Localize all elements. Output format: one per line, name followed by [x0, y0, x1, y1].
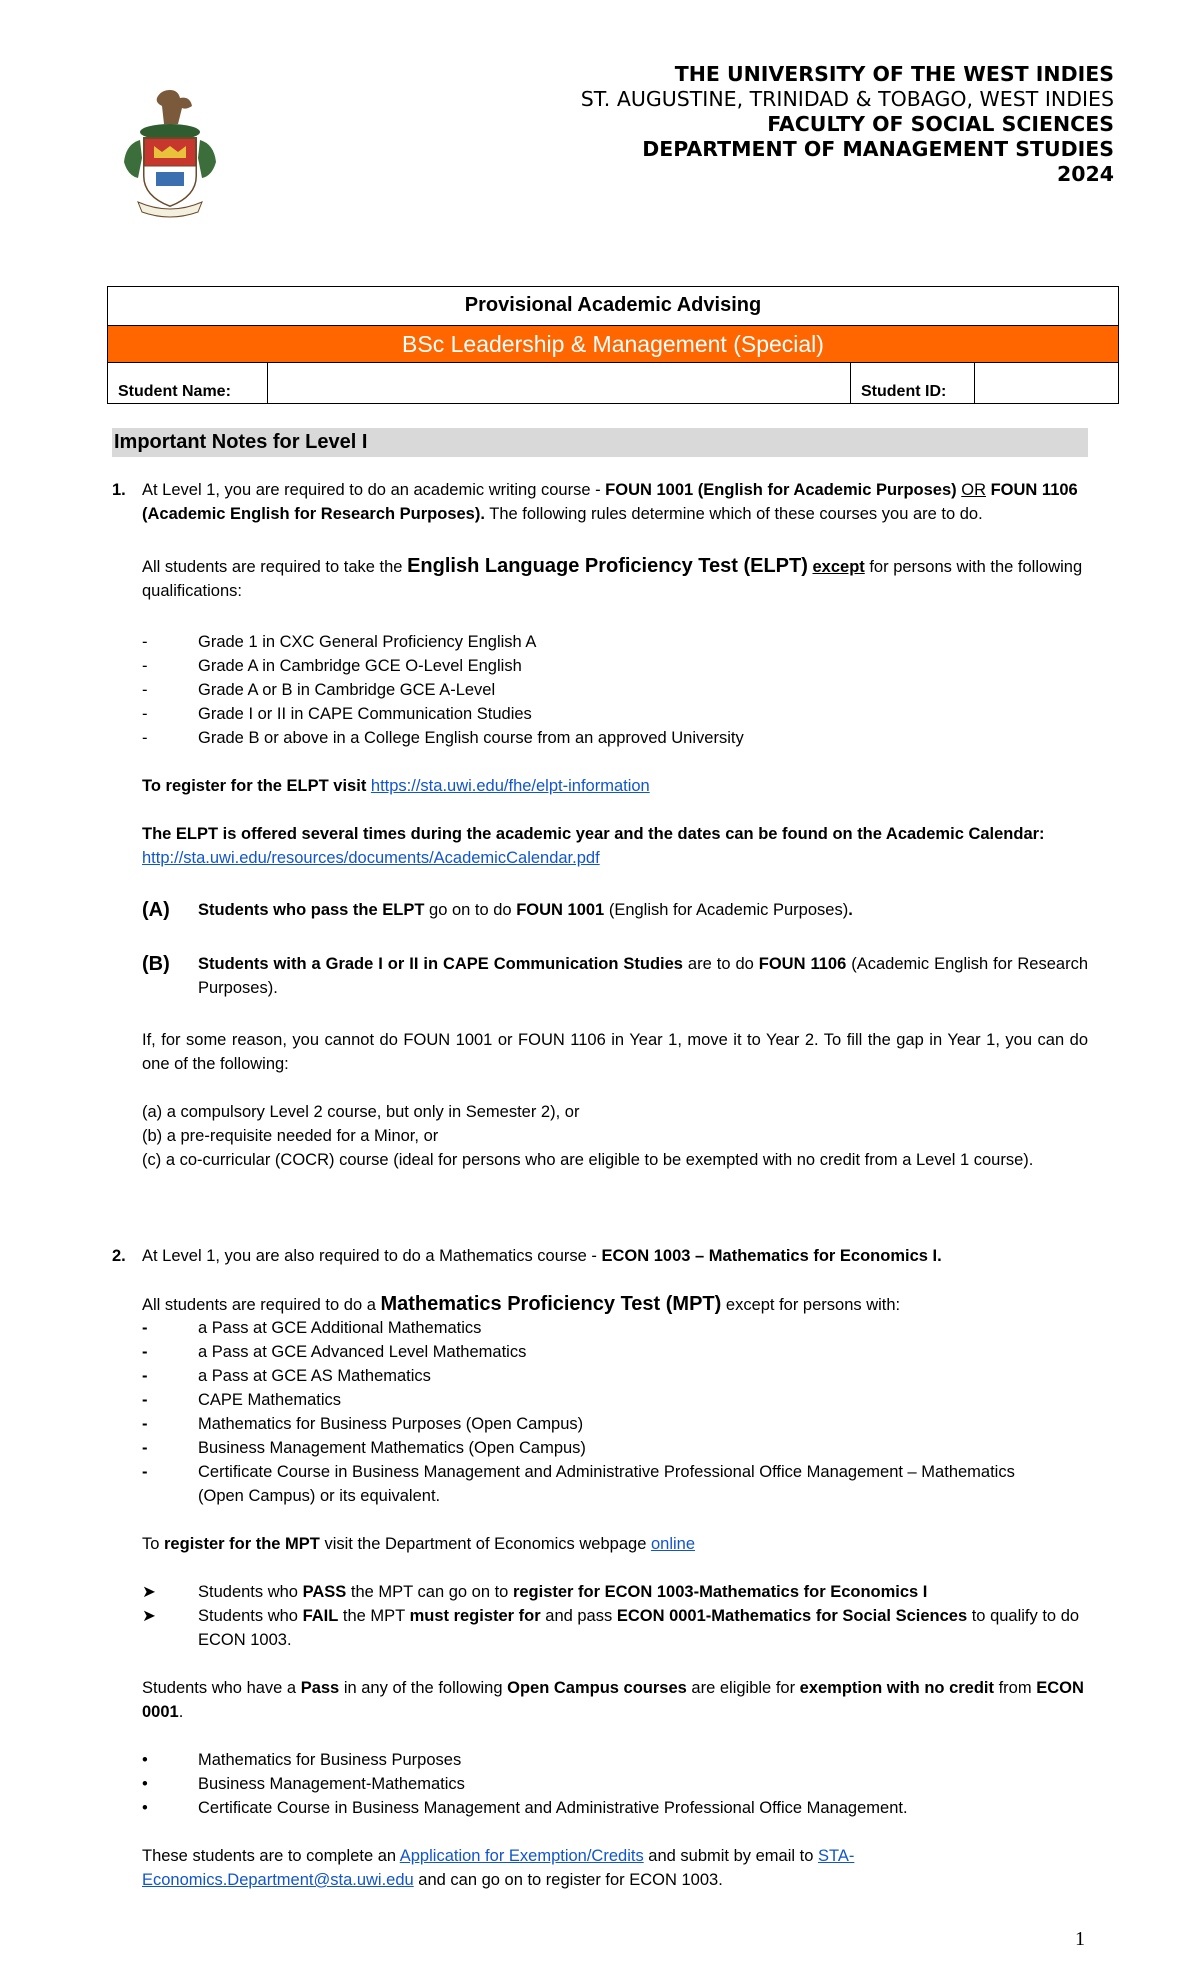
label-a: (A): [142, 899, 170, 921]
text: OR: [961, 481, 986, 499]
student-info-row: [108, 363, 1118, 403]
text: Students with a Grade I or II in CAPE Communication Studies: [198, 955, 683, 973]
arrow-bullet-icon: ➤: [142, 1607, 156, 1625]
bullet-icon: •: [142, 1775, 148, 1793]
section-1-intro: [142, 478, 1088, 526]
text: FOUN 1001: [516, 901, 605, 919]
notes-heading: Important Notes for Level I: [112, 428, 1088, 457]
bullet-icon: •: [142, 1751, 148, 1769]
list-dash: -: [142, 681, 148, 699]
option-a-text: [198, 898, 1088, 922]
text: FOUN 1106: [758, 955, 847, 973]
text: These students are to complete an: [142, 1847, 400, 1865]
faculty-name: FACULTY OF SOCIAL SCIENCES: [767, 112, 1114, 136]
list-dash: -: [142, 1343, 148, 1361]
qualification-item: Grade A or B in Cambridge GCE A-Level: [198, 681, 496, 699]
open-campus-course: Certificate Course in Business Management and Administrative Professional Office Management.: [198, 1799, 908, 1817]
text: visit the Department of Economics webpage: [319, 1535, 651, 1553]
elpt-register: [142, 774, 1088, 798]
text: register for the MPT: [164, 1535, 320, 1553]
text: to qualify to do ECON 1003.: [198, 1607, 1080, 1649]
arrow-bullet-icon: ➤: [142, 1583, 156, 1601]
text: except: [812, 558, 865, 576]
text: are eligible for: [686, 1679, 800, 1697]
list-dash: -: [142, 1319, 148, 1337]
option-b-text: [198, 952, 1088, 1000]
text: To register for the ELPT visit: [142, 777, 371, 795]
advising-form-table: [107, 286, 1119, 404]
programme-banner: BSc Leadership & Management (Special): [108, 326, 1118, 363]
mpt-register: [142, 1532, 1088, 1556]
mpt-exemption-item: Business Management Mathematics (Open Campus): [198, 1439, 586, 1457]
text: for persons with the following qualifications:: [142, 558, 1083, 600]
text: (Academic English for Research Purposes).: [198, 955, 1089, 997]
text: from: [994, 1679, 1037, 1697]
list-dash: -: [142, 1391, 148, 1409]
mpt-exemption-item: a Pass at GCE Additional Mathematics: [198, 1319, 482, 1337]
open-campus-paragraph: [142, 1676, 1088, 1724]
section-2-intro: [142, 1244, 1088, 1268]
fallback-option-b: (b) a pre-requisite needed for a Minor, or: [142, 1127, 439, 1145]
text: The ELPT is offered several times during the academic year and the dates can be found on the Academic Calendar:: [142, 825, 1045, 843]
text: ECON 0001-Mathematics for Social Sciences: [616, 1607, 968, 1625]
fallback-option-a: (a) a compulsory Level 2 course, but only in Semester 2), or: [142, 1103, 580, 1121]
text: English Language Proficiency Test (ELPT): [407, 555, 808, 577]
elpt-offered: [142, 822, 1088, 870]
university-name: THE UNIVERSITY OF THE WEST INDIES: [674, 62, 1114, 86]
institution-header: [581, 62, 1114, 187]
qualification-item: Grade 1 in CXC General Proficiency English A: [198, 633, 537, 651]
text: Students who: [198, 1583, 303, 1601]
elpt-requirement: [142, 554, 1088, 603]
qualification-item: Grade B or above in a College English course from an approved University: [198, 729, 744, 747]
header-year: 2024: [1056, 162, 1114, 186]
economics-online-link[interactable]: online: [650, 1535, 696, 1553]
student-id-field[interactable]: [975, 363, 1118, 403]
exemption-application-link[interactable]: Application for Exemption/Credits: [399, 1847, 644, 1865]
text: Students who: [198, 1607, 303, 1625]
open-campus-course: Mathematics for Business Purposes: [198, 1751, 462, 1769]
fallback-option-c: (c) a co-curricular (COCR) course (ideal for persons who are eligible to be exempted with no credit from a Level 1 course).: [142, 1151, 1034, 1169]
text: Pass: [300, 1679, 340, 1697]
list-dash: -: [142, 705, 148, 723]
text: in any of the following: [339, 1679, 508, 1697]
text: and submit by email to: [643, 1847, 818, 1865]
campus-name: ST. AUGUSTINE, TRINIDAD & TOBAGO, WEST INDIES: [580, 87, 1114, 111]
label-b: (B): [142, 953, 170, 975]
open-campus-course: Business Management-Mathematics: [198, 1775, 465, 1793]
text: exemption with no credit: [799, 1679, 995, 1697]
text: The following rules determine which of these courses you are to do.: [484, 505, 983, 523]
text: register for ECON 1003-Mathematics for Economics I: [512, 1583, 928, 1601]
text: the MPT: [338, 1607, 410, 1625]
student-id-label: Student ID:: [851, 363, 975, 403]
text: All students are required to take the: [142, 558, 408, 576]
list-dash: -: [142, 1367, 148, 1385]
text: FOUN 1001 (English for Academic Purposes): [605, 481, 957, 499]
text: Students who have a: [142, 1679, 301, 1697]
text: ECON 0001: [142, 1679, 1084, 1721]
text: .: [848, 901, 853, 919]
student-name-label: Student Name:: [108, 363, 268, 403]
list-dash: -: [142, 1439, 148, 1457]
fallback-paragraph: If, for some reason, you cannot do FOUN 1001 or FOUN 1106 in Year 1, move it to Year 2. To fill the gap in Year 1, you can do one of the following:: [142, 1031, 1088, 1073]
text: FAIL: [302, 1607, 339, 1625]
text: At Level 1, you are also required to do a Mathematics course -: [142, 1247, 602, 1265]
qualification-item: Grade A in Cambridge GCE O-Level English: [198, 657, 522, 675]
text: and pass: [540, 1607, 617, 1625]
exemption-instructions: [142, 1844, 942, 1892]
bullet-icon: •: [142, 1799, 148, 1817]
qualification-item: Grade I or II in CAPE Communication Studies: [198, 705, 532, 723]
text: At Level 1, you are required to do an academic writing course -: [142, 481, 606, 499]
text: PASS: [302, 1583, 347, 1601]
mpt-exemption-item: Certificate Course in Business Management and Administrative Professional Office Management – Mathematics (Open Campus) or its equivalent.: [198, 1463, 1015, 1505]
page-number: 1: [1075, 1928, 1085, 1950]
mpt-pass-item: [198, 1580, 1088, 1604]
department-name: DEPARTMENT OF MANAGEMENT STUDIES: [642, 137, 1114, 161]
text: .: [178, 1703, 184, 1721]
form-title: Provisional Academic Advising: [108, 287, 1118, 326]
text: To: [142, 1535, 165, 1553]
section-2-number: 2.: [112, 1247, 126, 1265]
text: are to do: [682, 955, 759, 973]
mpt-exemption-item: Mathematics for Business Purposes (Open Campus): [198, 1415, 584, 1433]
text: go on to do: [424, 901, 517, 919]
text: the MPT can go on to: [346, 1583, 513, 1601]
list-dash: -: [142, 633, 148, 651]
text: (English for Academic Purposes): [604, 901, 849, 919]
text: Students who pass the ELPT: [198, 901, 425, 919]
mpt-exemption-item: a Pass at GCE AS Mathematics: [198, 1367, 431, 1385]
text: except for persons with:: [721, 1296, 901, 1314]
mpt-exemption-item: a Pass at GCE Advanced Level Mathematics: [198, 1343, 527, 1361]
economics-email-link[interactable]: STA-Economics.Department@sta.uwi.edu: [142, 1847, 855, 1889]
text: and can go on to register for ECON 1003.: [413, 1871, 723, 1889]
mpt-fail-item: [198, 1604, 1088, 1652]
list-dash: -: [142, 657, 148, 675]
text: Mathematics Proficiency Test (MPT): [380, 1293, 722, 1315]
academic-calendar-link[interactable]: http://sta.uwi.edu/resources/documents/AcademicCalendar.pdf: [142, 849, 600, 867]
text: FOUN 1106 (Academic English for Research Purposes).: [142, 481, 1078, 523]
text: must register for: [409, 1607, 541, 1625]
mpt-exemption-item: CAPE Mathematics: [198, 1391, 342, 1409]
mpt-requirement: [142, 1292, 1088, 1317]
university-crest-icon: [118, 84, 223, 222]
list-dash: -: [142, 1463, 148, 1481]
list-dash: -: [142, 1415, 148, 1433]
text: ECON 1003 – Mathematics for Economics I.: [601, 1247, 942, 1265]
elpt-info-link[interactable]: https://sta.uwi.edu/fhe/elpt-information: [370, 777, 650, 795]
student-name-field[interactable]: [268, 363, 851, 403]
list-dash: -: [142, 729, 148, 747]
section-1-number: 1.: [112, 481, 126, 499]
text: Open Campus courses: [507, 1679, 687, 1697]
text: All students are required to do a: [142, 1296, 381, 1314]
